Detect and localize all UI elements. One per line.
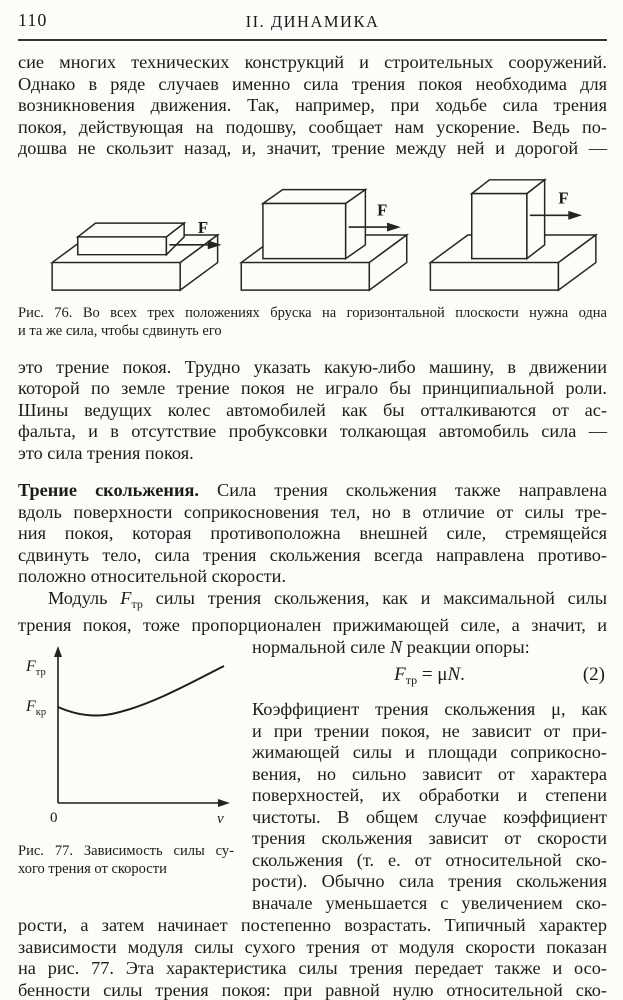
text-line: чистоты. В общем случае коэффициент [252, 806, 607, 827]
equation-body [394, 664, 465, 685]
text-line: рости, а затем начинает постепенно возрастать. Типичный характер [18, 915, 607, 935]
text-line: это сила трения покоя. [18, 442, 194, 463]
sliding-friction-lines [18, 502, 607, 588]
y-axis-arrowhead [54, 646, 62, 657]
y-critical-mark: $F_{кр}$ [26, 697, 47, 718]
normal-force-symbol: N [389, 636, 403, 657]
text-line: рости). Обычно сила трения скольжения [252, 871, 607, 891]
text-line: это трение покоя. Трудно указать какую-либо машину, в движении [18, 356, 607, 377]
equation-lhs-subscript: тр [405, 673, 418, 687]
text-line: и та же сила, чтобы сдвинуть его [18, 322, 222, 339]
text-run: силы трения скольжения, как и максимальной силы [142, 587, 607, 608]
text-line: положно относительной скорости. [18, 566, 287, 586]
equation-number: (2) [582, 664, 605, 685]
section-heading: Трение скольжения. [18, 480, 199, 500]
text-line: скольжения (т. е. от относительной ско- [252, 849, 607, 870]
box-front [263, 203, 346, 258]
text-run: нормальной силе [252, 636, 390, 657]
text-line: трения скольжения зависит от скорости [252, 828, 607, 848]
base-plate-front [241, 262, 369, 290]
force-arrowhead [568, 210, 582, 219]
text-line: фальта, и в отсутствие пробуксовки толкающая автомобиль сила — [18, 421, 607, 441]
chapter-title: II. ДИНАМИКА [245, 12, 380, 31]
text-line: сие многих технических конструкций и строительных сооружений. [18, 52, 607, 72]
text-line: зависимости модуля силы сухого трения от модуля скорости показан [18, 936, 607, 957]
text-line [18, 588, 607, 616]
running-head [18, 10, 607, 34]
text-line: ния покоя, которая противоположна внешней силе, стремящейся [18, 523, 607, 543]
text-line: возникновения движения. Так, например, при ходьбе сила трения [18, 95, 607, 115]
page-number: 110 [18, 10, 48, 30]
text-line: покоя, действующая на подошву, сообщает нам ускорение. Ведь по- [18, 116, 607, 137]
force-arrowhead [387, 222, 401, 231]
equation-2 [18, 663, 607, 692]
text-line: вначале уменьшается с увеличением ско- [252, 892, 607, 913]
text-line: и при трении покоя, не зависит от при- [252, 720, 607, 741]
text-line: на рис. 77. Эта характеристика силы трения передает также и осо- [18, 958, 607, 978]
y-axis-label: $F_{тр}$ [26, 657, 46, 678]
block-unit-flat-slab [52, 218, 221, 290]
text-line: которой по земле трение покоя не играло бы принципиальной роли. [18, 378, 607, 398]
force-label: F [377, 199, 388, 219]
base-plate-front [52, 262, 180, 290]
x-axis-arrowhead [218, 799, 230, 807]
text-line: хого трения от скорости [18, 860, 167, 877]
mu-symbol: μ [437, 664, 448, 685]
normal-force-symbol: N [447, 664, 461, 685]
header-rule [18, 39, 607, 41]
text-line: Рис. 76. Во всех трех положениях бруска на горизонтальной плоскости нужна одна [18, 304, 607, 321]
text-line: вдоль поверхности соприкосновения тел, но в отличие от силы тре- [18, 501, 607, 522]
text-line: жимающей силы и площади соприкосно- [252, 742, 607, 762]
text-line: Шины ведущих колес автомобилей как бы отталкиваются от ас- [18, 399, 607, 420]
figure76-caption [18, 304, 607, 340]
text-line: Рис. 77. Зависимость силы су- [18, 842, 234, 859]
figure77-caption [18, 842, 234, 878]
text-run: Модуль [48, 587, 121, 608]
force-label: F [558, 187, 569, 207]
box-front [472, 193, 527, 258]
figure-76 [46, 168, 607, 299]
equation-lhs: F [394, 664, 406, 685]
force-symbol-subscript: тр [131, 596, 143, 611]
text-line: поверхностей, их обработки и степени [252, 785, 607, 805]
text-line: Однако в ряде случаев именно сила трения покоя необходима для [18, 73, 607, 94]
text-line: сдвинуть тело, сила трения скольжения всегда направлена противо- [18, 544, 607, 565]
origin-label: 0 [50, 809, 58, 826]
block-unit-tall-box [430, 179, 595, 289]
force-symbol: F [120, 587, 132, 608]
closing-paragraph [18, 915, 607, 1000]
equation-period: . [460, 664, 465, 685]
text-line: бенности силы трения покоя: при равной нулю относительной ско- [18, 979, 607, 1000]
text-line: трения покоя, тоже пропорционален прижимающей силе, а значит, и [18, 615, 607, 635]
modulus-paragraph [18, 588, 607, 637]
text-line: дошва не скользит назад, и, значит, трение между ней и дорогой — [18, 138, 607, 158]
box-side [527, 179, 545, 258]
heading-line-rest: Сила трения скольжения также направлена [198, 480, 607, 500]
static-friction-paragraph [18, 357, 607, 465]
base-plate-front [430, 262, 558, 290]
text-line: вения, но сильно зависит от характера [252, 763, 607, 784]
text-run: реакции опоры: [402, 636, 530, 657]
text-line: Коэффициент трения скольжения μ, как [252, 699, 607, 719]
sliding-friction-paragraph [18, 480, 607, 588]
force-label: F [197, 217, 209, 237]
figure76-drawing [46, 168, 602, 299]
equals-sign: = [417, 664, 438, 685]
block-unit-medium-box [241, 189, 406, 289]
intro-paragraph [18, 52, 607, 160]
figure77-row [18, 637, 607, 915]
text-line [18, 480, 607, 502]
x-axis-label: v [217, 810, 224, 827]
slab-front [78, 236, 167, 254]
